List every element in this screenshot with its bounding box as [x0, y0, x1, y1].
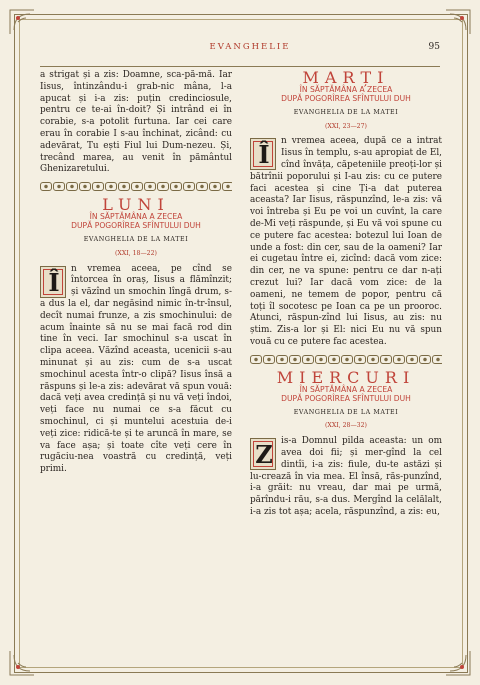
- gospel-heading: EVANGHELIA DE LA MATEI: [83, 235, 189, 243]
- section-subtitle: ÎN SĂPTĂMÂNA A ZECEA: [299, 384, 393, 394]
- section-subtitle: ÎN SĂPTĂMÂNA A ZECEA: [299, 84, 393, 94]
- drop-cap: Î: [250, 138, 276, 170]
- section-title-luni: LUNI: [102, 195, 170, 215]
- header-rule: [40, 66, 440, 67]
- right-column: [250, 70, 442, 519]
- gospel-heading: EVANGHELIA DE LA MATEI: [293, 408, 399, 416]
- corner-ornament-bottom-left: [8, 649, 36, 677]
- drop-cap: Î: [40, 266, 66, 298]
- gospel-text-marti: Î n vremea aceea, după ce a intrat Iisus în templu, s-au apropiat de El, cînd învăța, căpeteniile preoți-lor și bătrînii poporului și I-au zis: cu ce putere faci acestea și cine Ți-a dat puterea aceasta? Iar Iisus, răspunzînd, le-a zis: vă voi întreba și Eu pe voi un cuvînt, la care de-Mi veți răspunde, și Eu vă voi spune cu ce putere fac acestea: botezul lui Ioan de unde a fost: din cer, sau de la oameni? Iar ei cugetau între ei, zicînd: dacă vom zice: din cer, ne va spune: pentru ce dar n-ați crezut lui? Iar dacă vom zice: de la oameni, ne temem de popor, pentru că toți îl socotesc pe Ioan ca pe un prooroc. Atunci, răspun-zînd lui Iisus, au zis: nu știm. Zis-a lor și El: nici Eu nu vă spun vouă cu ce putere fac acestea.: [250, 136, 442, 347]
- gospel-text-luni: Î n vremea aceea, pe cînd se întorcea în oraș, Iisus a flămînzit; și văzînd un smochin lîngă drum, s-a dus la el, dar negăsind nimic în-tr-însul, decît numai frunze, a zis smochinului: de acum înainte să nu se mai facă rod din tine în veci. Iar smochinul s-a uscat în clipa aceea. Văzînd aceasta, ucenicii s-au minunat și au zis: cum de s-a uscat smochinul acesta într-o clipă? Iisus însă a răspuns și le-a zis: adevărat vă spun vouă: dacă veți avea credință și nu vă veți îndoi, veți face nu numai ce s-a făcut cu smochinul, ci și muntelui acestuia de-i veți zice: ridică-te și te aruncă în mare, se va face așa; și toate cîte veți cere în rugăciu-nea voastră cu credință, veți primi.: [40, 263, 232, 475]
- ornamental-divider: [250, 355, 442, 364]
- left-column: [40, 70, 232, 476]
- gospel-text-miercuri: Z is-a Domnul pilda aceasta: un om avea doi fii; și mer-gînd la cel dintîi, i-a zis: fiule, du-te astăzi și lu-crează în via mea. El însă, răs-punzînd, i-a grăit: nu vreau, dar mai pe urmă, părîndu-i rău, s-a dus. Mergînd la celălalt, i-a zis tot așa; acela, răspunzînd, a zis: eu,: [250, 436, 442, 517]
- scripture-reference: (XXI, 18—22): [115, 249, 157, 257]
- section-subtitle: DUPĂ POGORÎREA SFÎNTULUI DUH: [281, 93, 411, 103]
- ornamental-divider: [40, 182, 232, 191]
- section-subtitle: DUPĂ POGORÎREA SFÎNTULUI DUH: [71, 220, 201, 230]
- scripture-reference: (XXI, 23—27): [325, 122, 367, 130]
- section-title-miercuri: MIERCURI: [276, 367, 416, 387]
- drop-cap: Z: [250, 438, 276, 470]
- section-title-marti: MARȚI: [302, 68, 390, 87]
- gospel-heading: EVANGHELIA DE LA MATEI: [293, 108, 399, 116]
- continuation-text: a strigat și a zis: Doamne, sca-pă-mă. Iar Iisus, întinzându-i grab-nic mâna, l-a apucat și i-a zis: puțin credinciosule, pentru ce te-ai în-doit? Și intrând ei în corabie, s-a potolit furtuna. Iar cei care erau în corabie I s-au închinat, zicând: cu adevărat, Tu ești Fiul lui Dum-nezeu. Și, trecând marea, au venit în pământul Ghenizaretului.: [40, 70, 232, 175]
- scripture-reference: (XXI, 28—32): [325, 422, 367, 430]
- page-header: [0, 42, 480, 58]
- page-number: 95: [428, 42, 440, 52]
- section-subtitle: ÎN SĂPTĂMÂNA A ZECEA: [89, 211, 183, 221]
- corner-ornament-bottom-right: [444, 649, 472, 677]
- section-subtitle: DUPĂ POGORÎREA SFÎNTULUI DUH: [281, 393, 411, 403]
- corner-ornament-top-left: [8, 8, 36, 36]
- running-title: EVANGHELIE: [209, 42, 291, 52]
- corner-ornament-top-right: [444, 8, 472, 36]
